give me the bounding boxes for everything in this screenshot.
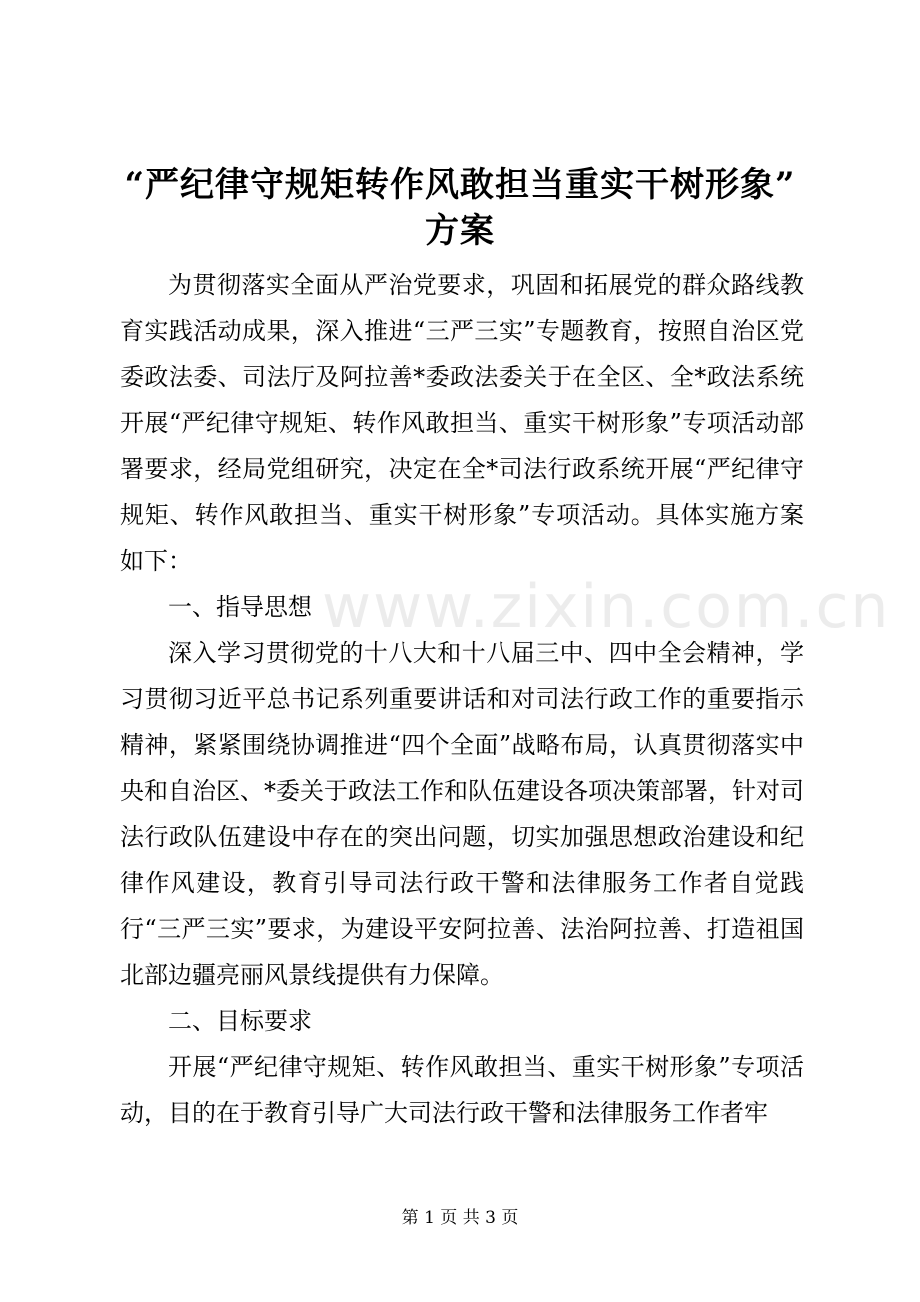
title-line-2: 方案: [425, 211, 495, 251]
paragraph-goals: 开展“严纪律守规矩、转作风敢担当、重实干树形象”专项活动，目的在于教育引导广大司法行政干警和法律服务工作者牢: [120, 1053, 804, 1127]
watermark: www.zixin.com.cn: [322, 572, 891, 642]
section-heading-2: 二、目标要求: [168, 1007, 312, 1035]
paragraph-intro: 为贯彻落实全面从严治党要求，巩固和拓展党的群众路线教育实践活动成果，深入推进“三严三实”专题教育，按照自治区党委政法委、司法厅及阿拉善*委政法委关于在全区、全*政法系统开展“严纪律守规矩、转作风敢担当、重实干树形象”专项活动部署要求，经局党组研究，决定在全*司法行政系统开展“严纪律守规矩、转作风敢担当、重实干树形象”专项活动。具体实施方案如下：: [120, 271, 804, 575]
page-footer: 第 1 页 共 3 页: [401, 1208, 519, 1228]
document-body: [120, 262, 804, 1136]
paragraph-guiding-thought: 深入学习贯彻党的十八大和十八届三中、四中全会精神，学习贯彻习近平总书记系列重要讲话和对司法行政工作的重要指示精神，紧紧围绕协调推进“四个全面”战略布局，认真贯彻落实中央和自治区、*委关于政法工作和队伍建设各项决策部署，针对司法行政队伍建设中存在的突出问题，切实加强思想政治建设和纪律作风建设，教育引导司法行政干警和法律服务工作者自觉践行“三严三实”要求，为建设平安阿拉善、法治阿拉善、打造祖国北部边疆亮丽风景线提供有力保障。: [120, 639, 804, 989]
section-heading-1: 一、指导思想: [168, 593, 312, 621]
title-line-1: “严纪律守规矩转作风敢担当重实干树形象”: [124, 165, 796, 205]
document-title: [100, 162, 820, 254]
